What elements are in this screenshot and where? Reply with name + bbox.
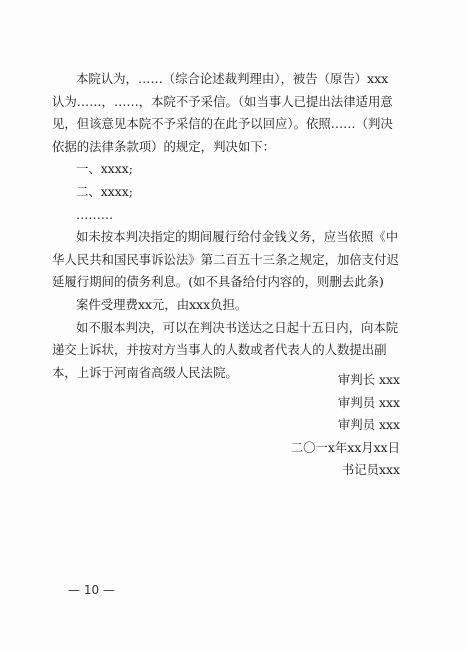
court-reasoning-line-1: 本院认为，……（综合论述裁判理由），被告（原告）xxx — [76, 71, 389, 86]
judgment-item-ellipsis: ……… — [76, 206, 114, 222]
court-reasoning-line-4: 依据的法律条款项）的规定，判决如下： — [52, 138, 276, 154]
appeal-notice-line-2: 递交上诉状，并按对方当事人的人数或者代表人的人数提出副 — [52, 342, 387, 358]
case-fee-line: 案件受理费xx元，由xxx负担。 — [76, 296, 248, 312]
court-reasoning-line-3: 见，但该意见本院不予采信的在此予以回应）。依照……（判决 — [52, 116, 393, 132]
judgment-item-2: 二、xxxx; — [76, 183, 133, 199]
judge-signature-1: 审判员 xxx — [337, 394, 400, 410]
page-number: — 10 — — [68, 583, 115, 597]
interest-clause-line-3: 延履行期间的债务利息。(如不具备给付内容的，则删去此条) — [52, 274, 384, 290]
appeal-notice-line-3: 本，上诉于河南省高级人民法院。 — [52, 364, 238, 380]
appeal-notice-line-1: 如不服本判决，可以在判决书送达之日起十五日内，向本院 — [76, 319, 399, 335]
court-reasoning-line-2: 认为……，……，本院不予采信。（如当事人已提出法律适用意 — [52, 93, 393, 109]
signature-block — [291, 369, 400, 482]
interest-clause-line-1: 如未按本判决指定的期间履行给付金钱义务，应当依照《中 — [76, 229, 399, 245]
judge-signature-2: 审判员 xxx — [337, 417, 400, 433]
judgment-date: 二〇一x年xx月xx日 — [290, 439, 400, 455]
judgment-body — [52, 68, 420, 384]
judgment-item-1: 一、xxxx; — [76, 161, 133, 177]
interest-clause-line-2: 华人民共和国民事诉讼法》第二百五十三条之规定，加倍支付迟 — [52, 251, 399, 267]
presiding-judge-signature: 审判长 xxx — [337, 372, 400, 387]
clerk-signature: 书记员xxx — [341, 462, 400, 478]
